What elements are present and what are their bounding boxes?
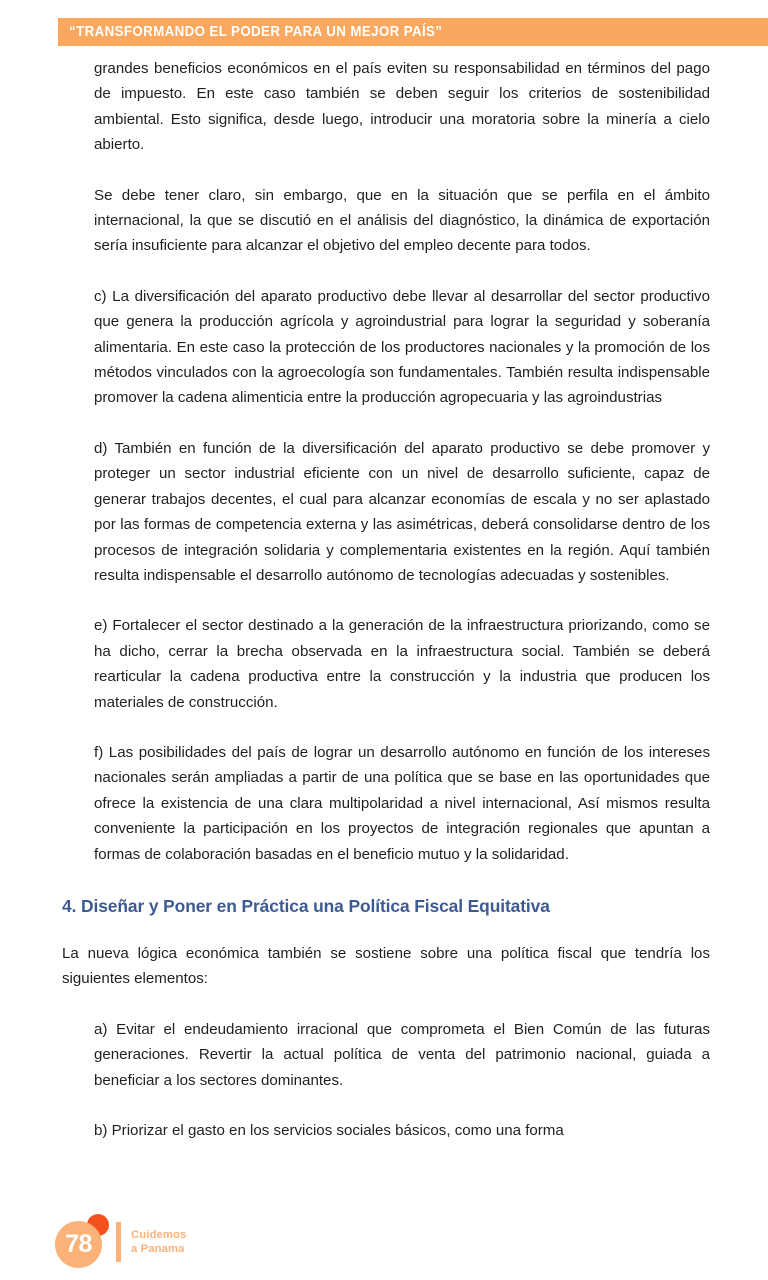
footer-divider-bar (116, 1222, 121, 1262)
paragraph-spacer (62, 588, 710, 613)
paragraph-item-c: c) La diversificación del aparato productivo debe llevar al desarrollar del sector productivo que genera la producción agrícola y agroindustrial para lograr la seguridad y soberanía alimentaria. En este caso la protección de los productores nacionales y la promoción de los métodos vinculados con la agroecología son fundamentales. También resulta indispensable promover la cadena alimenticia entre la producción agropecuaria y las agroindustrias (94, 287, 710, 407)
section-heading-4: 4. Diseñar y Poner en Práctica una Política Fiscal Equitativa (62, 895, 550, 916)
paragraph-continuation: grandes beneficios económicos en el país eviten su responsabilidad en términos del pago de impuesto. En este caso también se deben seguir los criterios de sostenibilidad ambiental. Esto significa, desde luego, introducir una moratoria sobre la minería a cielo abierto. (94, 60, 710, 154)
paragraph-se-debe-tener-claro: Se debe tener claro, sin embargo, que en la situación que se perfila en el ámbito internacional, la que se discutió en el análisis del diagnóstico, la dinámica de exportación sería insuficiente para alcanzar el objetivo del empleo decente para todos. (94, 186, 710, 255)
footer-brand (131, 1228, 186, 1257)
text-column (62, 56, 710, 1143)
footer-brand-line-2: a Panama (131, 1243, 185, 1255)
heading-spacer-top (62, 867, 710, 894)
paragraph-spacer (62, 259, 710, 284)
running-header-title: “TRANSFORMANDO EL PODER PARA UN MEJOR PAÍS” (69, 24, 443, 40)
paragraph-spacer (62, 411, 710, 436)
paragraph-item-b: b) Priorizar el gasto en los servicios sociales básicos, como una forma (94, 1122, 564, 1139)
running-header-band (58, 18, 768, 46)
paragraph-spacer (62, 715, 710, 740)
paragraph-item-d: d) También en función de la diversificación del aparato productivo se debe promover y proteger un sector industrial eficiente con un nivel de desarrollo suficiente, capaz de generar trabajos decentes, el cual para alcanzar economías de escala y no ser aplastado por las formas de competencia externa y las asimétricas, deberá consolidarse dentro de los procesos de integración solidaria y complementaria existentes en la región. Aquí también resulta indispensable el desarrollo autónomo de tecnologías adecuadas y sostenibles. (94, 439, 710, 584)
paragraph-item-a: a) Evitar el endeudamiento irracional que comprometa el Bien Común de las futuras generaciones. Revertir la actual política de venta del patrimonio nacional, guiada a beneficiar a los sectores dominantes. (94, 1020, 710, 1089)
page-number-mark (55, 1214, 109, 1268)
paragraph-spacer (62, 158, 710, 183)
heading-spacer-bottom (62, 918, 710, 941)
page-number: 78 (65, 1230, 92, 1258)
paragraph-spacer (62, 992, 710, 1017)
paragraph-item-e: e) Fortalecer el sector destinado a la generación de la infraestructura priorizando, como se ha dicho, cerrar la brecha observada en la infraestructura social. También se deberá rearticular la cadena productiva entre la construcción y la industria que producen los materiales de construcción. (94, 617, 710, 711)
page-footer (55, 1210, 186, 1272)
paragraph-item-f: f) Las posibilidades del país de lograr un desarrollo autónomo en función de los intereses nacionales serán ampliadas a partir de una política que se base en las oportunidades que ofrece la existencia de una clara multipolaridad a nivel internacional, Así mismos resulta conveniente la participación en los proyectos de integración regionales que apuntan a formas de colaboración basadas en el beneficio mutuo y la solidaridad. (94, 743, 710, 863)
paragraph-intro-fiscal: La nueva lógica económica también se sostiene sobre una política fiscal que tendría los siguientes elementos: (62, 944, 710, 988)
footer-brand-line-1: Cuidemos (131, 1228, 187, 1241)
paragraph-spacer (62, 1093, 710, 1118)
